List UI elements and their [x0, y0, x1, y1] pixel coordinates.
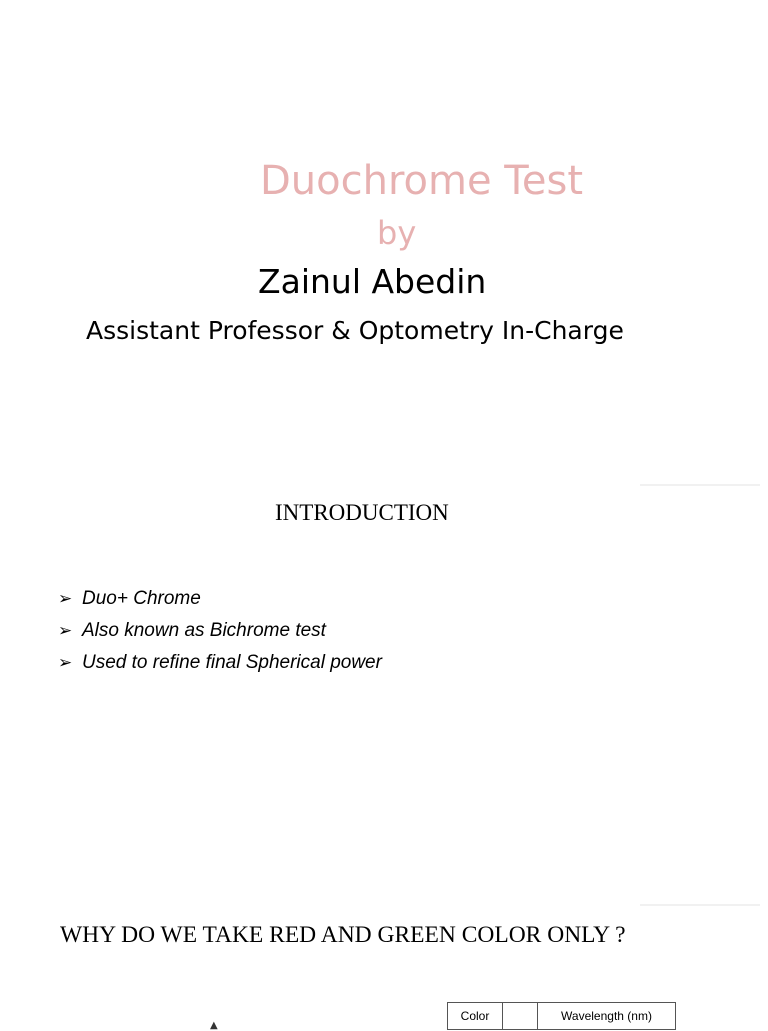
why-heading: WHY DO WE TAKE RED AND GREEN COLOR ONLY ? [60, 922, 626, 948]
introduction-heading: INTRODUCTION [275, 500, 449, 525]
bullet-list [58, 586, 382, 682]
slide-title: Duochrome Test [260, 158, 584, 204]
title-slide [0, 0, 768, 470]
author-name: Zainul Abedin [258, 262, 487, 301]
bullet-text: Duo+ Chrome [82, 588, 201, 609]
table-header-cell: Color [448, 1003, 503, 1030]
bullet-text: Used to refine final Spherical power [82, 652, 382, 673]
table-header-cell [503, 1003, 538, 1030]
bullet-text: Also known as Bichrome test [82, 620, 326, 641]
why-red-green-slide [0, 890, 768, 1031]
list-item [58, 650, 382, 682]
table-row [448, 1003, 676, 1030]
table-header-cell: Wavelength (nm) [538, 1003, 676, 1030]
wavelength-table [447, 1002, 676, 1030]
list-item [58, 618, 382, 650]
list-item [58, 586, 382, 618]
caret-mark-icon: ▲ [210, 1020, 218, 1031]
arrow-bullet-icon: ➢ [58, 653, 73, 672]
introduction-slide [0, 470, 768, 890]
arrow-bullet-icon: ➢ [58, 589, 73, 608]
by-label: by [377, 214, 417, 252]
arrow-bullet-icon: ➢ [58, 621, 73, 640]
author-role: Assistant Professor & Optometry In-Charge [86, 316, 624, 345]
